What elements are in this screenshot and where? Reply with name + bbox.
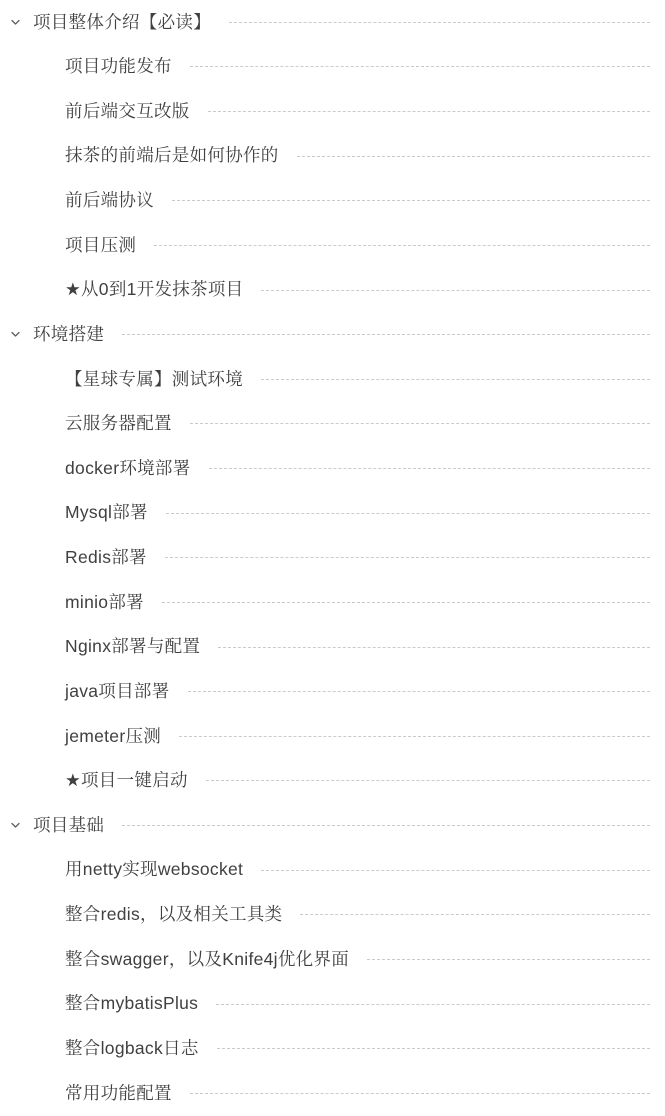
tree-item-row[interactable] bbox=[0, 580, 665, 625]
dashed-leader bbox=[261, 379, 650, 380]
dashed-leader bbox=[154, 245, 650, 246]
tree-section-row[interactable] bbox=[0, 312, 665, 357]
dashed-leader bbox=[209, 468, 650, 469]
dashed-leader bbox=[229, 22, 650, 23]
tree-item-row[interactable] bbox=[0, 223, 665, 268]
dashed-leader bbox=[162, 602, 650, 603]
tree-item-row[interactable] bbox=[0, 625, 665, 670]
dashed-leader bbox=[216, 1004, 650, 1005]
tree-item-label: docker环境部署 bbox=[65, 457, 191, 478]
dashed-leader bbox=[179, 736, 650, 737]
tree-item-row[interactable] bbox=[0, 45, 665, 90]
tree-item-row[interactable] bbox=[0, 848, 665, 893]
tree-item-label: 前后端协议 bbox=[65, 190, 154, 211]
tree-item-label: 前后端交互改版 bbox=[65, 100, 190, 121]
dashed-leader bbox=[300, 914, 650, 915]
chevron-down-icon[interactable] bbox=[9, 16, 22, 29]
tree-item-label: 云服务器配置 bbox=[65, 413, 172, 434]
tree-item-label: 【星球专属】测试环境 bbox=[65, 368, 243, 389]
tree-item-label: java项目部署 bbox=[65, 680, 170, 701]
tree-item-row[interactable] bbox=[0, 893, 665, 938]
chevron-down-icon[interactable] bbox=[9, 328, 22, 341]
dashed-leader bbox=[261, 870, 650, 871]
tree-item-row[interactable] bbox=[0, 134, 665, 179]
tree-section-row[interactable] bbox=[0, 0, 665, 45]
dashed-leader bbox=[190, 66, 650, 67]
tree-item-row[interactable] bbox=[0, 446, 665, 491]
tree-item-row[interactable] bbox=[0, 491, 665, 536]
tree-item-row[interactable] bbox=[0, 536, 665, 581]
dashed-leader bbox=[188, 691, 650, 692]
dashed-leader bbox=[206, 780, 650, 781]
tree-item-label: 项目功能发布 bbox=[65, 56, 172, 77]
tree-item-label: jemeter压测 bbox=[65, 725, 162, 746]
tree-item-row[interactable] bbox=[0, 982, 665, 1027]
tree-item-label: 整合redis，以及相关工具类 bbox=[65, 904, 283, 925]
dashed-leader bbox=[367, 959, 650, 960]
tree-item-row[interactable] bbox=[0, 357, 665, 402]
tree-item-label: 用netty实现websocket bbox=[65, 859, 244, 880]
chevron-down-icon[interactable] bbox=[9, 819, 22, 832]
tree-item-label: 整合swagger，以及Knife4j优化界面 bbox=[65, 948, 350, 969]
tree-section-label: 项目基础 bbox=[33, 814, 105, 835]
tree-item-label: ★项目一键启动 bbox=[65, 770, 188, 791]
dashed-leader bbox=[122, 334, 650, 335]
tree-section-label: 环境搭建 bbox=[33, 323, 105, 344]
tree-item-row[interactable] bbox=[0, 1026, 665, 1071]
tree-item-label: 整合logback日志 bbox=[65, 1037, 199, 1058]
tree-item-label: 常用功能配置 bbox=[65, 1082, 172, 1103]
dashed-leader bbox=[208, 111, 650, 112]
dashed-leader bbox=[190, 423, 650, 424]
tree-item-label: minio部署 bbox=[65, 591, 144, 612]
dashed-leader bbox=[172, 200, 650, 201]
dashed-leader bbox=[165, 557, 650, 558]
tree-item-row[interactable] bbox=[0, 268, 665, 313]
dashed-leader bbox=[190, 1093, 650, 1094]
tree-item-row[interactable] bbox=[0, 669, 665, 714]
dashed-leader bbox=[297, 156, 650, 157]
tree-item-label: Mysql部署 bbox=[65, 502, 148, 523]
tree-item-label: Nginx部署与配置 bbox=[65, 636, 201, 657]
tree-item-label: Redis部署 bbox=[65, 547, 147, 568]
tree-item-row[interactable] bbox=[0, 179, 665, 224]
tree-section-label: 项目整体介绍【必读】 bbox=[33, 11, 211, 32]
tree-item-label: ★从0到1开发抹茶项目 bbox=[65, 279, 244, 300]
dashed-leader bbox=[261, 290, 650, 291]
tree-item-row[interactable] bbox=[0, 759, 665, 804]
tree-item-row[interactable] bbox=[0, 1071, 665, 1116]
dashed-leader bbox=[122, 825, 650, 826]
dashed-leader bbox=[217, 1048, 650, 1049]
tree-item-label: 项目压测 bbox=[65, 234, 137, 255]
dashed-leader bbox=[166, 513, 650, 514]
tree-item-label: 抹茶的前端后是如何协作的 bbox=[65, 145, 279, 166]
tree-item-row[interactable] bbox=[0, 402, 665, 447]
dashed-leader bbox=[218, 647, 650, 648]
tree-section-row[interactable] bbox=[0, 803, 665, 848]
tree-item-label: 整合mybatisPlus bbox=[65, 993, 199, 1014]
tree-item-row[interactable] bbox=[0, 714, 665, 759]
tree-item-row[interactable] bbox=[0, 89, 665, 134]
tree-item-row[interactable] bbox=[0, 937, 665, 982]
